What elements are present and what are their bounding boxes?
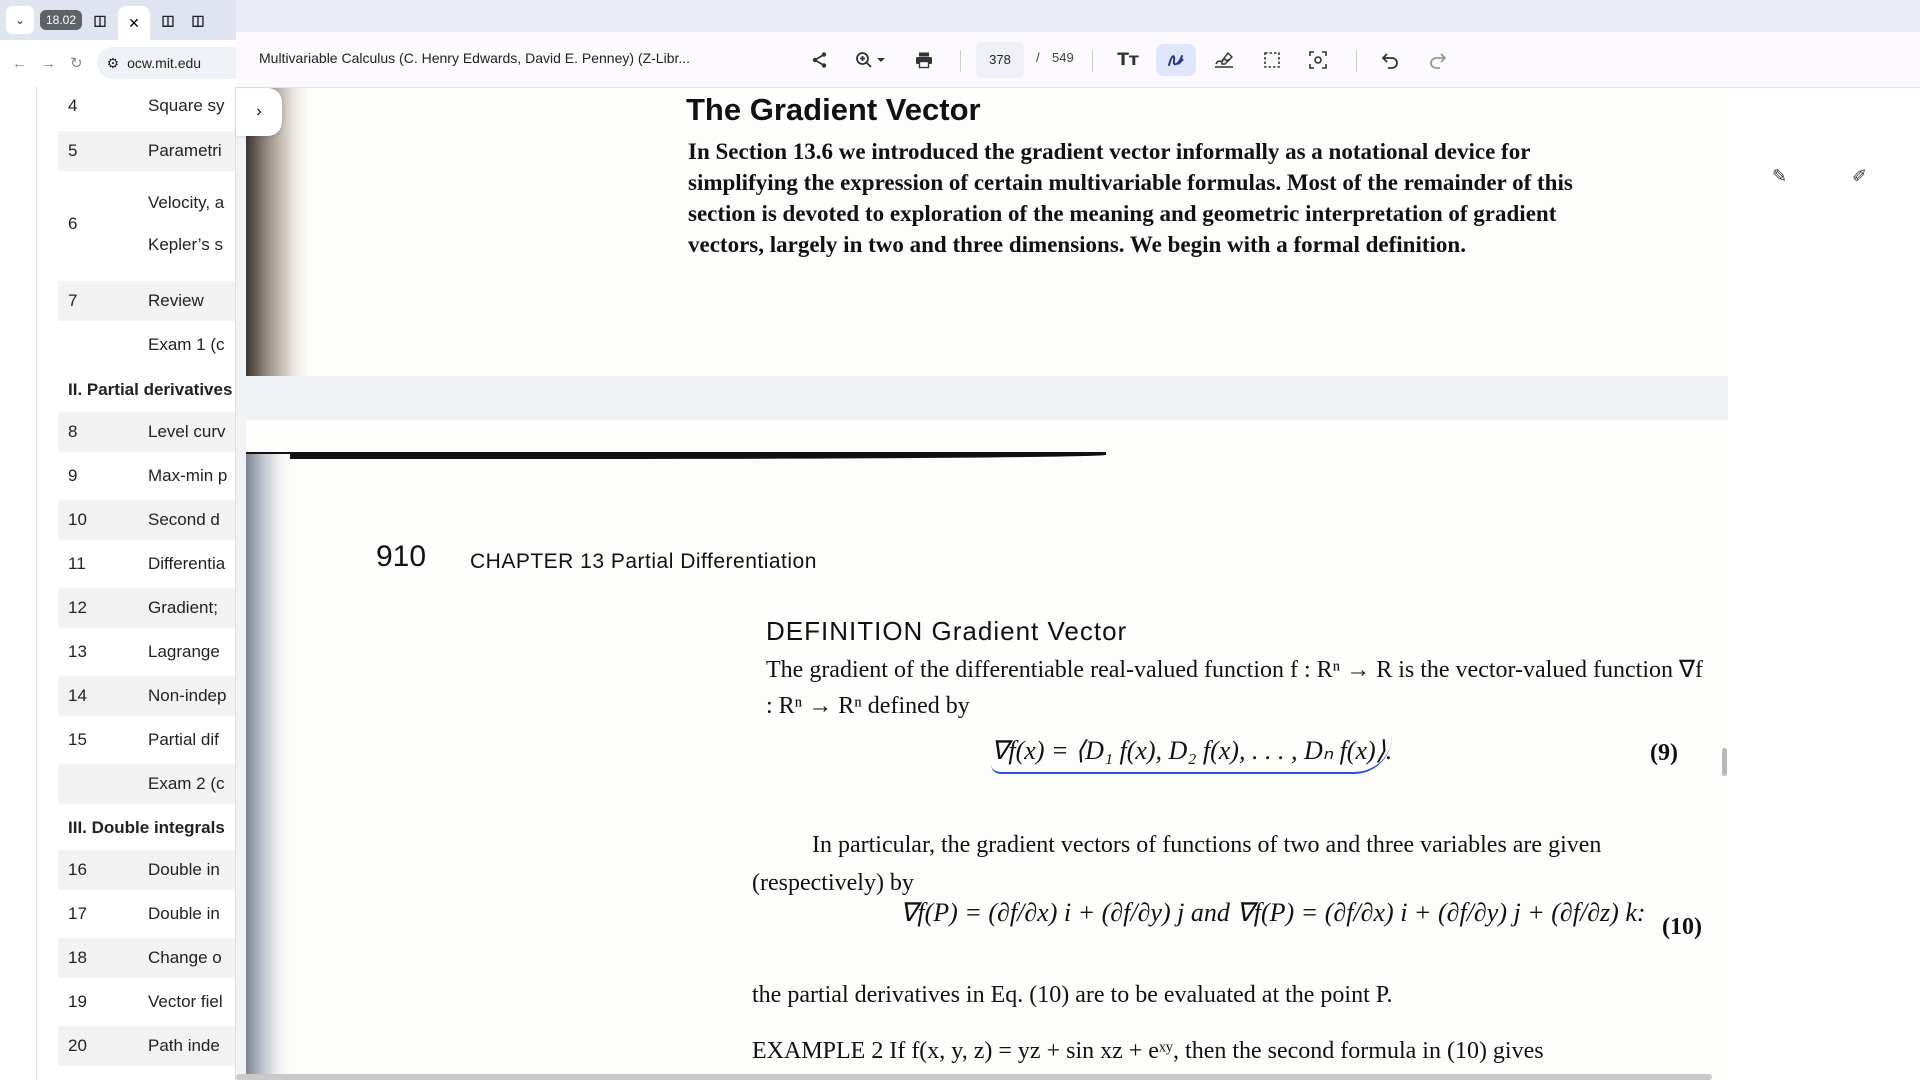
text-icon[interactable]: Tт	[1117, 50, 1139, 70]
forward-icon[interactable]: →	[41, 54, 56, 72]
zoom-in-icon[interactable]	[848, 44, 894, 76]
course-calendar-page	[0, 86, 236, 1080]
definition-text: The gradient of the differentiable real-valued function f : Rⁿ → R is the vector-valued function ∇f : Rⁿ → Rⁿ defined by	[766, 657, 1704, 719]
pdf-page	[246, 420, 1728, 1080]
annotation-side-panel	[1728, 88, 1920, 1080]
table-row: 16 Double in	[58, 850, 236, 890]
pinned-tab-icon[interactable]: ◫	[161, 11, 175, 28]
document-title: Multivariable Calculus (C. Henry Edwards, David E. Penney) (Z-Libr...	[259, 50, 691, 66]
tab-group-badge[interactable]: 18.02	[40, 10, 82, 30]
table-row: 13 Lagrange	[68, 642, 220, 661]
page-separator: /	[1036, 50, 1040, 65]
pdf-page	[246, 88, 1728, 376]
pinned-tab-icon[interactable]: ◫	[191, 11, 205, 28]
redo-icon[interactable]	[1422, 44, 1454, 76]
toolbar-divider	[1356, 50, 1357, 72]
horizontal-scrollbar[interactable]	[236, 1074, 1712, 1080]
signature-icon[interactable]	[1206, 44, 1242, 76]
table-row: 6 Velocity, a Kepler’s s	[68, 193, 225, 254]
table-row: Exam 2 (c	[58, 764, 236, 804]
example-heading: EXAMPLE 2 If f(x, y, z) = yz + sin xz + eˣʸ, then the second formula in (10) gives	[752, 1038, 1544, 1064]
page-scan-edge	[246, 452, 1106, 459]
table-row: 12 Gradient;	[58, 588, 236, 628]
undo-icon[interactable]	[1374, 44, 1406, 76]
pdf-toolbar	[236, 0, 1920, 88]
url-text: ocw.mit.edu	[127, 55, 202, 71]
page-scan-shadow	[246, 454, 290, 1080]
equation-number: (9)	[1650, 740, 1678, 766]
page-number-input[interactable]: 378	[976, 42, 1024, 78]
back-icon[interactable]: ←	[12, 54, 27, 72]
expand-sidebar-chevron-icon[interactable]: ›	[236, 88, 282, 136]
table-row: 9 Max-min p	[68, 466, 228, 485]
equation-10: ∇f(P) = (∂f/∂x) i + (∂f/∂y) j and ∇f(P) = (∂f/∂x) i + (∂f/∂y) j + (∂f/∂z) k:	[900, 898, 1646, 927]
reload-icon[interactable]: ↻	[70, 55, 83, 72]
definition-label: DEFINITION Gradient Vector	[766, 616, 1128, 646]
paragraph: the partial derivatives in Eq. (10) are to be evaluated at the point P.	[752, 982, 1393, 1008]
table-row: Exam 1 (c	[148, 335, 225, 354]
highlighter-icon[interactable]: ✐	[1852, 166, 1868, 186]
tab-close-icon[interactable]: ✕	[118, 6, 150, 40]
table-row: 4 Square sy	[68, 96, 225, 115]
intro-paragraph: In Section 13.6 we introduced the gradient vector informally as a notational device for simplifying the expression of certain multivariable formulas. Most of the remainder of this section is devoted to exploration of the meaning and geometric interpretation of gradient vectors, largely in two and three dimensions. We begin with a formal definition.	[688, 139, 1573, 257]
table-row: 15 Partial dif	[68, 730, 219, 749]
tab-search-chevron-icon[interactable]: ⌄	[6, 6, 34, 34]
page-rail	[36, 86, 37, 1080]
table-row: 8 Level curv	[58, 412, 236, 452]
address-bar	[0, 40, 236, 86]
table-row: 7 Review	[58, 281, 236, 321]
toolbar-divider	[1092, 50, 1093, 72]
print-icon[interactable]	[908, 44, 940, 76]
draw-icon[interactable]	[1156, 44, 1196, 76]
table-row: 19 Vector fiel	[68, 992, 223, 1011]
chapter-heading: CHAPTER 13 Partial Differentiation	[470, 550, 817, 573]
toolbar-divider	[960, 50, 961, 72]
url-field[interactable]	[97, 47, 236, 79]
pinned-tab-icon[interactable]: ◫	[93, 11, 107, 28]
vertical-scrollbar[interactable]	[1722, 748, 1727, 776]
table-row: 18 Change o	[58, 938, 236, 978]
table-row: 14 Non-indep	[58, 676, 236, 716]
pdf-viewer[interactable]	[236, 88, 1728, 1080]
section-heading: The Gradient Vector	[686, 92, 981, 127]
toolbar-main	[236, 32, 1920, 88]
section-heading: II. Partial derivatives	[68, 380, 233, 399]
section-heading: III. Double integrals	[68, 818, 225, 837]
equation-9: ∇f(x) = ⟨D₁ f(x), D₂ f(x), . . . , Dₙ f(x)⟩.	[991, 736, 1392, 774]
share-icon[interactable]	[804, 44, 836, 76]
page-number: 910	[376, 540, 427, 573]
tab-strip	[0, 0, 236, 40]
table-row: 10 Second d	[58, 500, 236, 540]
equation-number: (10)	[1662, 914, 1702, 940]
ocr-icon[interactable]	[1302, 44, 1334, 76]
pen-icon[interactable]: ✎	[1772, 166, 1788, 186]
table-row: 11 Differentia	[68, 554, 226, 573]
toolbar-top-strip	[236, 0, 1920, 32]
site-info-icon[interactable]: ⚙	[106, 54, 120, 71]
table-row: 17 Double in	[68, 904, 220, 923]
table-row: 20 Path inde	[58, 1026, 236, 1066]
page-total: 549	[1052, 50, 1074, 65]
table-row: 5 Parametri	[58, 131, 236, 171]
select-area-icon[interactable]	[1256, 44, 1288, 76]
paragraph: In particular, the gradient vectors of functions of two and three variables are given (respectively) by	[752, 832, 1602, 896]
